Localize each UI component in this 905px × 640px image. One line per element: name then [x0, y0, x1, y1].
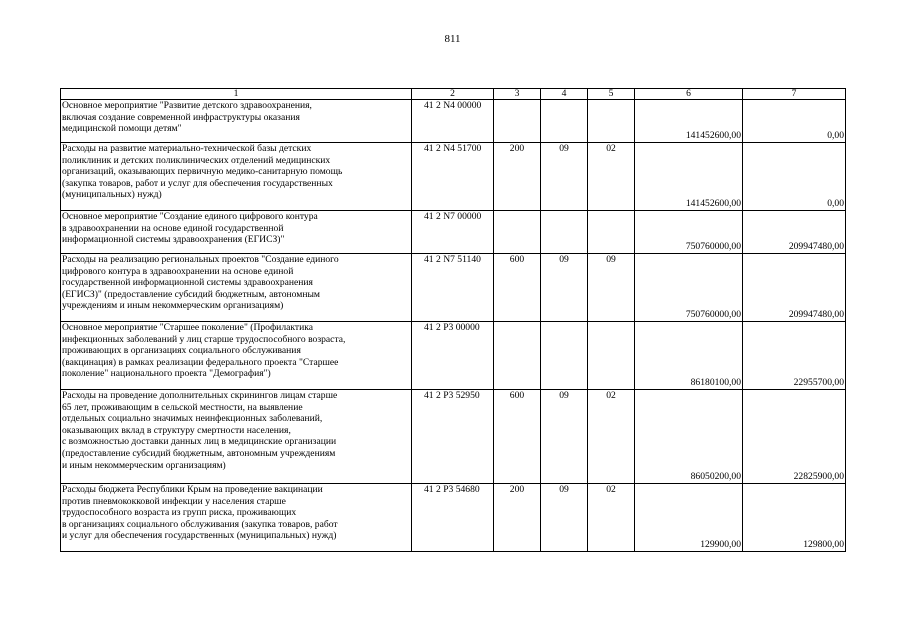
expense-name-line: против пневмококковой инфекции у населения старше	[62, 495, 286, 507]
section-code-cell: 09	[541, 143, 588, 211]
expense-name-line: и услуг для обеспечения государственных (муниципальных) нужд)	[62, 530, 337, 542]
amount-year1-cell: 750760000,00	[635, 211, 743, 254]
expense-name-line: (вакцинация) в рамках реализации федерального проекта "Старшее	[62, 356, 339, 368]
expense-name-line: медицинской помощи детям"	[62, 123, 182, 135]
target-article-code-cell: 41 2 P3 52950	[412, 390, 494, 484]
header-cell: 5	[588, 89, 635, 100]
expense-name-line: Расходы на реализацию региональных проектов "Создание единого	[62, 254, 339, 265]
expense-name-cell	[61, 254, 412, 322]
amount-year2-cell: 129800,00	[743, 484, 846, 552]
expense-name-line: государственной информационной системы здравоохранения	[62, 277, 313, 289]
expense-name-line: цифрового контура в здравоохранении на основе единой	[62, 265, 294, 277]
section-code-cell	[541, 211, 588, 254]
header-row	[61, 89, 846, 100]
budget-table	[60, 88, 846, 552]
subsection-code-cell	[588, 211, 635, 254]
target-article-code-cell: 41 2 N4 51700	[412, 143, 494, 211]
header-cell: 6	[635, 89, 743, 100]
expense-name-cell	[61, 211, 412, 254]
target-article-code-cell: 41 2 P3 00000	[412, 322, 494, 390]
subsection-code-cell	[588, 100, 635, 143]
expense-name-line: трудоспособного возраста из групп риска, проживающих	[62, 507, 297, 519]
amount-year1-cell: 129900,00	[635, 484, 743, 552]
header-cell: 1	[61, 89, 412, 100]
expense-name-line: проживающих в организациях социального обслуживания	[62, 345, 301, 357]
amount-year1-cell: 141452600,00	[635, 100, 743, 143]
amount-year1-cell: 86180100,00	[635, 322, 743, 390]
amount-year1-cell: 141452600,00	[635, 143, 743, 211]
expense-name-line: (закупка товаров, работ и услуг для обеспечения государственных	[62, 177, 333, 189]
table-row	[61, 100, 846, 143]
expense-name-cell	[61, 484, 412, 552]
target-article-code-cell: 41 2 N7 51140	[412, 254, 494, 322]
table-row	[61, 143, 846, 211]
expense-name-line: оказывающих вклад в структуру смертности населения,	[62, 424, 291, 436]
section-code-cell	[541, 322, 588, 390]
expense-name-cell	[61, 322, 412, 390]
expense-name-line: (предоставление субсидий бюджетным, автономным учреждениям	[62, 447, 336, 459]
expense-name-line: включая создание современной инфраструктуры оказания	[62, 111, 300, 123]
section-code-cell: 09	[541, 484, 588, 552]
section-code-cell: 09	[541, 390, 588, 484]
expense-name-line: с возможностью доставки данных лиц в медицинские организации	[62, 436, 337, 448]
table-row	[61, 211, 846, 254]
expense-type-code-cell: 200	[494, 143, 541, 211]
expense-name-line: (ЕГИСЗ)" (предоставление субсидий бюджетным, автономным	[62, 288, 320, 300]
expense-name-line: организаций, оказывающих первичную медико-санитарную помощь	[62, 166, 343, 178]
expense-name-line: (муниципальных) нужд)	[62, 189, 162, 201]
amount-year2-cell: 209947480,00	[743, 254, 846, 322]
expense-name-line: Основное мероприятие "Старшее поколение" (Профилактика	[62, 322, 314, 333]
expense-name-line: 65 лет, проживающим в сельской местности, на выявление	[62, 401, 303, 413]
expense-type-code-cell: 200	[494, 484, 541, 552]
subsection-code-cell: 09	[588, 254, 635, 322]
header-cell: 2	[412, 89, 494, 100]
amount-year1-cell: 750760000,00	[635, 254, 743, 322]
table-row	[61, 390, 846, 484]
subsection-code-cell: 02	[588, 143, 635, 211]
expense-name-line: в здравоохранении на основе единой государственной	[62, 222, 284, 234]
expense-type-code-cell	[494, 322, 541, 390]
expense-name-line: Основное мероприятие "Развитие детского здравоохранения,	[62, 100, 312, 111]
amount-year2-cell: 0,00	[743, 100, 846, 143]
amount-year2-cell: 209947480,00	[743, 211, 846, 254]
expense-name-line: Расходы на проведение дополнительных скринингов лицам старше	[62, 390, 338, 401]
amount-year2-cell: 22955700,00	[743, 322, 846, 390]
expense-name-line: и иным некоммерческим организациям)	[62, 459, 226, 471]
table-row	[61, 322, 846, 390]
expense-name-line: инфекционных заболеваний у лиц старше трудоспособного возраста,	[62, 333, 346, 345]
page-number: 811	[444, 33, 461, 45]
expense-type-code-cell	[494, 211, 541, 254]
subsection-code-cell: 02	[588, 484, 635, 552]
table-row	[61, 484, 846, 552]
section-code-cell	[541, 100, 588, 143]
target-article-code-cell: 41 2 P3 54680	[412, 484, 494, 552]
expense-name-line: поликлиник и детских поликлинических отделений медицинских	[62, 154, 331, 166]
expense-name-line: Расходы на развитие материально-технической базы детских	[62, 143, 312, 154]
expense-name-line: отдельных социально значимых неинфекционных заболеваний,	[62, 413, 323, 425]
subsection-code-cell: 02	[588, 390, 635, 484]
section-code-cell: 09	[541, 254, 588, 322]
expense-type-code-cell	[494, 100, 541, 143]
header-cell: 4	[541, 89, 588, 100]
expense-name-line: поколение" национального проекта "Демография")	[62, 368, 271, 380]
expense-name-line: в организациях социального обслуживания (закупка товаров, работ	[62, 518, 338, 530]
amount-year2-cell: 22825900,00	[743, 390, 846, 484]
expense-type-code-cell: 600	[494, 390, 541, 484]
header-cell: 3	[494, 89, 541, 100]
target-article-code-cell: 41 2 N4 00000	[412, 100, 494, 143]
expense-name-cell	[61, 100, 412, 143]
expense-name-line: учреждениям и иным некоммерческим организациям)	[62, 300, 284, 312]
expense-name-cell	[61, 143, 412, 211]
table-row	[61, 254, 846, 322]
expense-name-line: Расходы бюджета Республики Крым на проведение вакцинации	[62, 484, 323, 495]
expense-name-line: информационной системы здравоохранения (ЕГИСЗ)"	[62, 234, 285, 246]
expense-type-code-cell: 600	[494, 254, 541, 322]
expense-name-cell	[61, 390, 412, 484]
subsection-code-cell	[588, 322, 635, 390]
amount-year2-cell: 0,00	[743, 143, 846, 211]
target-article-code-cell: 41 2 N7 00000	[412, 211, 494, 254]
expense-name-line: Основное мероприятие "Создание единого цифрового контура	[62, 211, 318, 222]
amount-year1-cell: 86050200,00	[635, 390, 743, 484]
header-cell: 7	[743, 89, 846, 100]
